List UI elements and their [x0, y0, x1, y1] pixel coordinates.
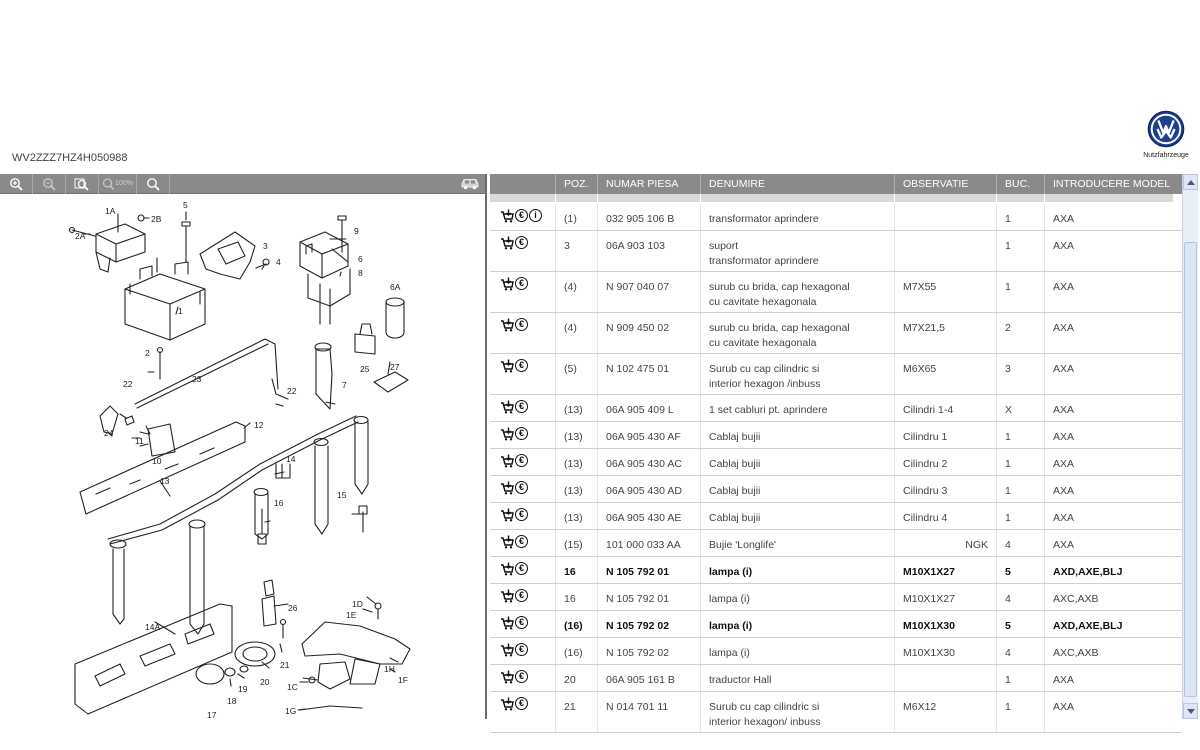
callout-14A: 14A [145, 622, 161, 632]
cell-name-line1: Cablaj bujii [709, 485, 761, 497]
table-row[interactable] [490, 272, 1182, 313]
table-row[interactable] [490, 395, 1182, 422]
cell-name-line1: lampa (i) [709, 620, 753, 632]
scroll-up-arrow[interactable] [1183, 174, 1198, 190]
callout-4: 4 [276, 257, 281, 267]
cell-poz: 16 [556, 584, 598, 610]
zoom-out-button[interactable] [33, 174, 66, 194]
add-to-cart-icon[interactable] [500, 562, 514, 576]
table-row[interactable] [490, 204, 1182, 231]
vw-logo [1140, 110, 1192, 159]
row-actions [490, 530, 556, 556]
cell-qty: 1 [997, 476, 1045, 502]
add-to-cart-icon[interactable] [500, 236, 514, 250]
cell-name-line1: 1 set cabluri pt. aprindere [709, 404, 828, 416]
vin-label: WV2ZZZ7HZ4H050988 [12, 152, 128, 164]
cell-remarks-text: M7X21,5 [903, 322, 946, 334]
cell-model: AXA [1053, 431, 1075, 443]
callout-6A: 6A [390, 282, 401, 292]
cell-name-line1: Surub cu cap cilindric si [709, 363, 820, 375]
callout-18: 18 [227, 696, 237, 706]
cell-part-number[interactable]: N 909 450 02 [598, 313, 701, 353]
price-icon[interactable]: € [515, 643, 528, 656]
cell-qty: 1 [997, 272, 1045, 312]
add-to-cart-icon[interactable] [500, 427, 514, 441]
cell-name-line1: Cablaj bujii [709, 431, 761, 443]
add-to-cart-icon[interactable] [500, 400, 514, 414]
cell-remarks-text: M6X65 [903, 363, 937, 375]
callout-25: 25 [360, 364, 370, 374]
cell-qty: 1 [997, 503, 1045, 529]
cell-poz: 3 [556, 231, 598, 271]
cell-model: AXA [1053, 674, 1075, 686]
cell-name [701, 272, 895, 312]
add-to-cart-icon[interactable] [500, 589, 514, 603]
cell-poz: (4) [556, 272, 598, 312]
row-actions [490, 354, 556, 394]
cell-qty: 5 [997, 611, 1045, 637]
price-icon[interactable]: € [515, 359, 528, 372]
cell-name [701, 476, 895, 502]
logo-subtitle: Nutzfahrzeuge [1143, 152, 1189, 159]
scroll-down-arrow[interactable] [1183, 703, 1198, 719]
row-actions [490, 665, 556, 691]
callout-1: 1 [178, 306, 183, 316]
table-row[interactable] [490, 476, 1182, 503]
cell-name [701, 313, 895, 353]
cell-part-number[interactable]: N 105 792 01 [598, 584, 701, 610]
cell-part-number[interactable]: 101 000 033 AA [598, 530, 701, 556]
cell-name-line2: transformator aprindere [709, 255, 819, 267]
cell-poz: (13) [556, 422, 598, 448]
cell-qty: 1 [997, 665, 1045, 691]
cell-model: AXD,AXE,BLJ [1053, 566, 1123, 578]
row-actions [490, 476, 556, 502]
cell-poz: (13) [556, 449, 598, 475]
cell-name-line1: surub cu brida, cap hexagonal [709, 281, 850, 293]
price-icon[interactable]: € [515, 535, 528, 548]
cell-part-number[interactable]: N 907 040 07 [598, 272, 701, 312]
cell-remarks [895, 354, 997, 394]
add-to-cart-icon[interactable] [500, 277, 514, 291]
cell-part-number[interactable]: N 102 475 01 [598, 354, 701, 394]
cell-poz: (5) [556, 354, 598, 394]
header-remarks[interactable]: OBSERVATIE [895, 174, 997, 194]
cell-part-number[interactable]: 06A 905 430 AF [598, 422, 701, 448]
cell-remarks [895, 503, 997, 529]
add-to-cart-icon[interactable] [500, 359, 514, 373]
price-icon[interactable]: € [515, 427, 528, 440]
table-row[interactable] [490, 692, 1182, 733]
cell-model: AXA [1053, 363, 1075, 375]
price-icon[interactable]: € [515, 562, 528, 575]
row-actions [490, 638, 556, 664]
header-actions [490, 174, 556, 194]
cell-poz: (13) [556, 476, 598, 502]
table-header [490, 174, 1182, 194]
cell-qty: 1 [997, 231, 1045, 271]
cell-part-number[interactable]: 06A 903 103 [598, 231, 701, 271]
price-icon[interactable]: € [515, 670, 528, 683]
car-icon [460, 177, 480, 190]
cell-part-number[interactable]: 06A 905 161 B [598, 665, 701, 691]
header-name[interactable]: DENUMIRE [701, 174, 895, 194]
cell-model: AXA [1053, 539, 1075, 551]
cell-qty: 4 [997, 638, 1045, 664]
cell-poz: (15) [556, 530, 598, 556]
cell-poz: (16) [556, 611, 598, 637]
cell-name-line1: lampa (i) [709, 566, 753, 578]
cell-part-number[interactable]: 06A 905 409 L [598, 395, 701, 421]
zoom-100-button[interactable] [99, 174, 137, 194]
table-row[interactable] [490, 503, 1182, 530]
zoom-100-label: 100% [115, 180, 133, 187]
callout-2A: 2A [75, 231, 86, 241]
callout-22b: 22 [287, 386, 297, 396]
cell-poz: (13) [556, 395, 598, 421]
cell-name-line1: Cablaj bujii [709, 458, 761, 470]
cell-remarks [895, 584, 997, 610]
cell-model: AXC,AXB [1053, 647, 1099, 659]
row-actions [490, 272, 556, 312]
callout-5: 5 [183, 200, 188, 210]
price-icon[interactable]: € [515, 697, 528, 710]
callout-9: 9 [354, 226, 359, 236]
table-row[interactable] [490, 638, 1182, 665]
cell-model: AXA [1053, 213, 1075, 225]
parts-drawing [0, 194, 485, 719]
cell-remarks-text: Cilindru 2 [903, 458, 948, 470]
callout-15: 15 [337, 490, 347, 500]
cell-remarks [895, 231, 997, 271]
cell-model: AXA [1053, 701, 1075, 713]
cell-part-number[interactable]: N 105 792 01 [598, 557, 701, 583]
cell-remarks [895, 204, 997, 230]
cell-qty: 4 [997, 584, 1045, 610]
cell-name [701, 692, 895, 732]
cell-poz: (1) [556, 204, 598, 230]
callout-24: 24 [104, 428, 114, 438]
callout-1C: 1C [287, 682, 298, 692]
cell-name-line1: Bujie 'Longlife' [709, 539, 777, 551]
cell-remarks [895, 638, 997, 664]
callout-2: 2 [145, 348, 150, 358]
cell-name-line1: surub cu brida, cap hexagonal [709, 322, 850, 334]
row-actions [490, 449, 556, 475]
zoom-fit-icon [74, 177, 90, 191]
cell-name-line1: traductor Hall [709, 674, 772, 686]
zoom-in-button[interactable] [0, 174, 33, 194]
cell-remarks [895, 422, 997, 448]
header-qty[interactable]: BUC. [997, 174, 1045, 194]
cell-name-line1: lampa (i) [709, 593, 750, 605]
cell-qty: 1 [997, 204, 1045, 230]
callout-21: 21 [280, 660, 290, 670]
table-row[interactable] [490, 665, 1182, 692]
price-icon[interactable]: € [515, 209, 528, 222]
cell-qty: 2 [997, 313, 1045, 353]
add-to-cart-icon[interactable] [500, 697, 514, 711]
cell-remarks [895, 557, 997, 583]
callout-1G: 1G [285, 706, 297, 716]
add-to-cart-icon[interactable] [500, 481, 514, 495]
cell-model: AXA [1053, 458, 1075, 470]
cell-poz: 20 [556, 665, 598, 691]
add-to-cart-icon[interactable] [500, 535, 514, 549]
cell-remarks-text: M10X1X27 [903, 566, 955, 578]
price-icon[interactable]: € [515, 236, 528, 249]
cell-remarks-text: Cilindru 4 [903, 512, 948, 524]
price-icon[interactable]: € [515, 481, 528, 494]
callout-16: 16 [274, 498, 284, 508]
table-row[interactable] [490, 231, 1182, 272]
search-button[interactable] [137, 174, 170, 194]
add-to-cart-icon[interactable] [500, 508, 514, 522]
cell-name [701, 449, 895, 475]
cell-qty: 1 [997, 449, 1045, 475]
callout-1H: 1H [384, 664, 395, 674]
callout-26: 26 [288, 603, 298, 613]
cell-name [701, 638, 895, 664]
cell-part-number[interactable]: 06A 905 430 AE [598, 503, 701, 529]
add-to-cart-icon[interactable] [500, 670, 514, 684]
vertical-scrollbar[interactable] [1182, 174, 1198, 719]
callout-14: 14 [286, 454, 296, 464]
cell-name-line2: cu cavitate hexagonala [709, 337, 817, 349]
table-row[interactable] [490, 611, 1182, 638]
callout-22a: 22 [123, 379, 133, 389]
cell-model: AXA [1053, 485, 1075, 497]
cell-qty: 5 [997, 557, 1045, 583]
add-to-cart-icon[interactable] [500, 643, 514, 657]
cell-remarks-text: M6X12 [903, 701, 937, 713]
callout-1E: 1E [346, 610, 357, 620]
chevron-up-icon [1187, 180, 1195, 185]
cell-name [701, 395, 895, 421]
callout-1D: 1D [352, 599, 363, 609]
price-icon[interactable]: € [515, 508, 528, 521]
cell-poz: 16 [556, 557, 598, 583]
table-row[interactable] [490, 449, 1182, 476]
cell-remarks [895, 313, 997, 353]
table-row[interactable] [490, 422, 1182, 449]
cell-part-number[interactable]: N 014 701 11 [598, 692, 701, 732]
cell-name-line1: transformator aprindere [709, 213, 819, 225]
cell-remarks-text: M7X55 [903, 281, 937, 293]
price-icon[interactable]: € [515, 454, 528, 467]
cell-remarks-text: M10X1X30 [903, 647, 955, 659]
cell-name [701, 354, 895, 394]
cell-model: AXC,AXB [1053, 593, 1099, 605]
cell-remarks [895, 665, 997, 691]
diagram-pane [0, 174, 487, 719]
callout-8: 8 [358, 268, 363, 278]
table-row[interactable] [490, 557, 1182, 584]
add-to-cart-icon[interactable] [500, 616, 514, 630]
diagram-toolbar [0, 174, 485, 194]
scroll-thumb[interactable] [1184, 242, 1197, 697]
callout-10: 10 [152, 456, 162, 466]
cell-model: AXA [1053, 281, 1075, 293]
cell-name [701, 665, 895, 691]
callout-23: 23 [192, 374, 202, 384]
table-row[interactable] [490, 584, 1182, 611]
zoom-in-icon [9, 177, 23, 191]
cell-model: AXA [1053, 322, 1075, 334]
cell-poz: (4) [556, 313, 598, 353]
cell-name [701, 557, 895, 583]
cell-name [701, 422, 895, 448]
cell-remarks-text: Cilindri 1-4 [903, 404, 954, 416]
cell-part-number[interactable]: 06A 905 430 AD [598, 476, 701, 502]
callout-6: 6 [358, 254, 363, 264]
header-model[interactable]: INTRODUCERE MODEL [1053, 178, 1171, 190]
add-to-cart-icon[interactable] [500, 318, 514, 332]
cell-remarks-text: Cilindru 3 [903, 485, 948, 497]
cell-qty: 1 [997, 422, 1045, 448]
table-row[interactable] [490, 530, 1182, 557]
cell-remarks-text: M10X1X30 [903, 620, 955, 632]
cell-qty: 4 [997, 530, 1045, 556]
cell-qty: 1 [997, 692, 1045, 732]
cell-part-number[interactable]: N 105 792 02 [598, 638, 701, 664]
callout-20: 20 [260, 677, 270, 687]
callout-12: 12 [254, 420, 264, 430]
row-actions [490, 692, 556, 732]
cell-name-line1: suport [709, 240, 739, 252]
cell-qty: X [997, 395, 1045, 421]
price-icon[interactable]: € [515, 589, 528, 602]
cell-qty: 3 [997, 354, 1045, 394]
exploded-parts-diagram[interactable] [0, 194, 485, 719]
price-icon[interactable]: € [515, 400, 528, 413]
cell-remarks-text: M10X1X27 [903, 593, 955, 605]
row-actions [490, 395, 556, 421]
header-poz[interactable]: POZ. [556, 174, 598, 194]
cell-model: AXD,AXE,BLJ [1053, 620, 1123, 632]
cell-part-number[interactable]: 032 905 106 B [598, 204, 701, 230]
cell-model: AXA [1053, 512, 1075, 524]
cell-name [701, 530, 895, 556]
cell-name-line2: interior hexagon /inbuss [709, 378, 821, 390]
cell-name-line1: lampa (i) [709, 647, 750, 659]
vw-logo-icon [1147, 110, 1185, 148]
chevron-down-icon [1187, 709, 1195, 714]
table-row[interactable] [490, 354, 1182, 395]
table-row[interactable] [490, 313, 1182, 354]
callout-17: 17 [207, 710, 217, 719]
callout-3: 3 [263, 241, 268, 251]
cell-remarks [895, 395, 997, 421]
cell-name-line2: cu cavitate hexagonala [709, 296, 817, 308]
callout-7: 7 [342, 380, 347, 390]
cell-poz: 21 [556, 692, 598, 732]
cell-remarks-text: Cilindru 1 [903, 431, 948, 443]
cell-poz: (13) [556, 503, 598, 529]
filter-row [490, 194, 1182, 202]
search-icon [146, 177, 160, 191]
cell-remarks-brand: NGK [965, 539, 988, 551]
row-actions [490, 313, 556, 353]
row-actions [490, 503, 556, 529]
row-actions [490, 557, 556, 583]
callout-11: 11 [135, 436, 144, 446]
cell-remarks [895, 611, 997, 637]
zoom-100-icon [102, 177, 114, 191]
cell-remarks [895, 449, 997, 475]
callout-1A: 1A [105, 206, 116, 216]
car-button[interactable] [455, 174, 485, 194]
cell-name [701, 584, 895, 610]
cell-remarks [895, 272, 997, 312]
cell-name-line2: interior hexagon/ inbuss [709, 716, 821, 728]
table-body [490, 204, 1182, 733]
zoom-out-icon [42, 177, 56, 191]
info-icon[interactable]: i [529, 209, 542, 222]
row-actions [490, 584, 556, 610]
callout-2B: 2B [151, 214, 162, 224]
add-to-cart-icon[interactable] [500, 209, 514, 223]
cell-name-line1: Surub cu cap cilindric si [709, 701, 820, 713]
add-to-cart-icon[interactable] [500, 454, 514, 468]
cell-model: AXA [1053, 404, 1075, 416]
price-icon[interactable]: € [515, 277, 528, 290]
cell-name [701, 611, 895, 637]
row-actions [490, 422, 556, 448]
cell-name-line1: Cablaj bujii [709, 512, 761, 524]
row-actions [490, 611, 556, 637]
callout-1F: 1F [398, 675, 408, 685]
cell-model: AXA [1053, 240, 1075, 252]
price-icon[interactable]: € [515, 318, 528, 331]
cell-name [701, 503, 895, 529]
callout-13: 13 [160, 476, 170, 486]
cell-name [701, 204, 895, 230]
cell-part-number[interactable]: 06A 905 430 AC [598, 449, 701, 475]
price-icon[interactable]: € [515, 616, 528, 629]
cell-name [701, 231, 895, 271]
callout-19: 19 [238, 684, 248, 694]
cell-remarks [895, 530, 997, 556]
parts-table [490, 174, 1182, 728]
cell-poz: (16) [556, 638, 598, 664]
zoom-fit-button[interactable] [66, 174, 99, 194]
callout-27: 27 [390, 362, 400, 372]
header-part-number[interactable]: NUMAR PIESA [598, 174, 701, 194]
row-actions [490, 204, 556, 230]
cell-remarks [895, 476, 997, 502]
row-actions [490, 231, 556, 271]
cell-remarks [895, 692, 997, 732]
cell-part-number[interactable]: N 105 792 02 [598, 611, 701, 637]
